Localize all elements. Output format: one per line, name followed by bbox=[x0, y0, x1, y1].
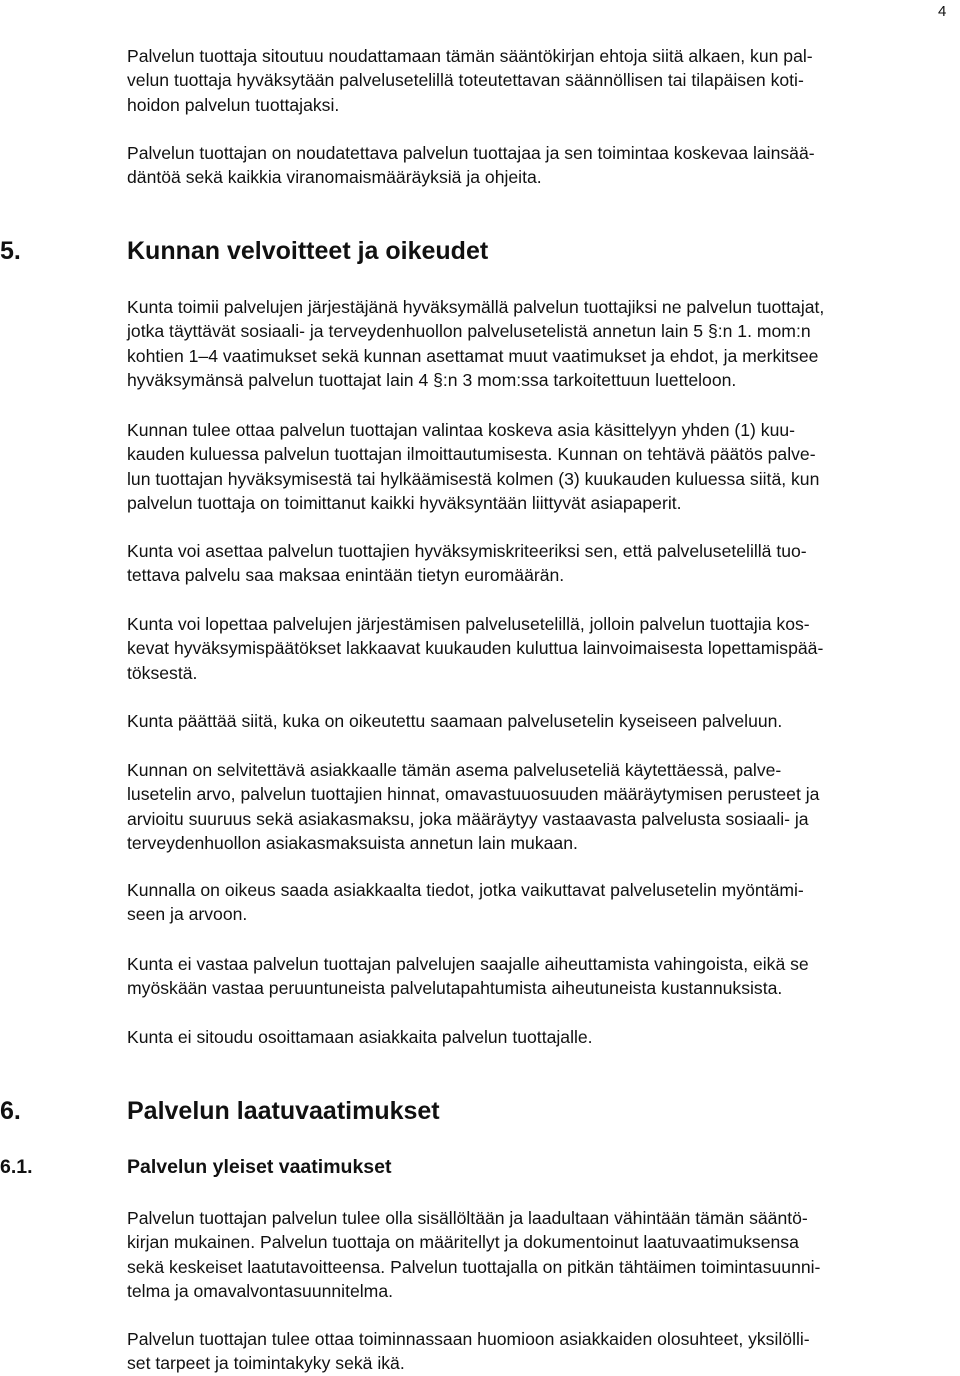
section-5-paragraph-5 bbox=[127, 709, 957, 733]
text-line: myöskään vastaa peruuntuneista palvelutapahtumista aiheutuneista kustannuksista. bbox=[127, 978, 783, 999]
text-line: däntöä sekä kaikkia viranomaismääräyksiä ja ohjeita. bbox=[127, 167, 542, 188]
section-6-1-paragraph-2 bbox=[127, 1327, 957, 1376]
text-line: tettava palvelu saa maksaa enintään tietyn euromäärän. bbox=[127, 565, 565, 586]
text-line: Kunta ei vastaa palvelun tuottajan palvelujen saajalle aiheuttamista vahingoista, eikä se bbox=[127, 954, 809, 974]
text-line: jotka täyttävät sosiaali- ja terveydenhuollon palvelusetelistä annetun lain 5 §:n 1. mom:n bbox=[127, 321, 811, 342]
text-line: hyväksymänsä palvelun tuottajat lain 4 §:n 3 mom:ssa tarkoitettuun luetteloon. bbox=[127, 369, 737, 390]
text-line: seen ja arvoon. bbox=[127, 904, 248, 925]
text-line: velun tuottaja hyväksytään palvelusetelillä toteutettavan säännöllisen tai tilapäisen koti- bbox=[127, 70, 804, 91]
section-number: 6. bbox=[0, 1097, 21, 1125]
section-6-1-paragraph-1 bbox=[127, 1206, 957, 1303]
text-line: kohtien 1–4 vaatimukset sekä kunnan asettamat muut vaatimukset ja ehdot, ja merkitsee bbox=[127, 345, 819, 366]
section-6-heading bbox=[0, 1096, 960, 1128]
text-line: sekä keskeiset laatutavoitteensa. Palvelun tuottajalla on pitkän tähtäimen toimintasuunni- bbox=[127, 1256, 821, 1277]
intro-paragraph-2 bbox=[127, 141, 957, 190]
text-line: lusetelin arvo, palvelun tuottajien hinnat, omavastuuosuuden määräytymisen perusteet ja bbox=[127, 784, 820, 805]
text-line: Palvelun tuottajan tulee ottaa toiminnassaan huomioon asiakkaiden olosuhteet, yksilölli- bbox=[127, 1329, 810, 1349]
section-title: Kunnan velvoitteet ja oikeudet bbox=[127, 237, 489, 265]
text-line: terveydenhuollon asiakasmaksuista annetun lain mukaan. bbox=[127, 832, 578, 853]
text-line: Kunta voi lopettaa palvelujen järjestämisen palvelusetelillä, jolloin palvelun tuottajia kos- bbox=[127, 614, 810, 634]
text-line: set tarpeet ja toimintakyky sekä ikä. bbox=[127, 1353, 405, 1374]
page-number: 4 bbox=[938, 3, 947, 20]
text-line: Kunnan tulee ottaa palvelun tuottajan valintaa koskeva asia käsittelyyn yhden (1) kuu- bbox=[127, 420, 796, 440]
text-line: telma ja omavalvontasuunnitelma. bbox=[127, 1280, 394, 1301]
section-5-paragraph-8 bbox=[127, 952, 957, 1001]
text-line: Palvelun tuottaja sitoutuu noudattamaan tämän sääntökirjan ehtoja siitä alkaen, kun pal- bbox=[127, 46, 813, 66]
section-5-paragraph-1 bbox=[127, 295, 957, 392]
section-6-1-heading bbox=[0, 1155, 960, 1181]
text-line: kirjan mukainen. Palvelun tuottaja on määritellyt ja dokumentoinut laatuvaatimuksensa bbox=[127, 1232, 799, 1253]
text-line: Kunta ei sitoudu osoittamaan asiakkaita palvelun tuottajalle. bbox=[127, 1027, 593, 1047]
text-line: Kunta päättää siitä, kuka on oikeutettu saamaan palvelusetelin kyseiseen palveluun. bbox=[127, 711, 783, 731]
text-line: hoidon palvelun tuottajaksi. bbox=[127, 94, 340, 115]
section-5-paragraph-4 bbox=[127, 612, 957, 685]
text-line: Palvelun tuottajan on noudatettava palvelun tuottajaa ja sen toimintaa koskevaa lainsää- bbox=[127, 143, 815, 163]
section-number: 6.1. bbox=[0, 1156, 33, 1178]
text-line: Kunnalla on oikeus saada asiakkaalta tiedot, jotka vaikuttavat palvelusetelin myöntämi- bbox=[127, 880, 804, 900]
text-line: palvelun tuottaja on toimittanut kaikki hyväksyntään liittyvät asiapaperit. bbox=[127, 492, 682, 513]
text-line: arvioitu suuruus sekä asiakasmaksu, joka määräytyy vastaavasta palvelusta sosiaali- ja bbox=[127, 808, 809, 829]
section-5-paragraph-6 bbox=[127, 758, 957, 855]
section-5-paragraph-2 bbox=[127, 418, 957, 515]
text-line: Palvelun tuottajan palvelun tulee olla sisällöltään ja laadultaan vähintään tämän sääntö- bbox=[127, 1208, 808, 1228]
section-5-paragraph-7 bbox=[127, 878, 957, 927]
section-5-heading bbox=[0, 236, 960, 268]
section-number: 5. bbox=[0, 237, 21, 265]
section-title: Palvelun laatuvaatimukset bbox=[127, 1097, 440, 1125]
section-5-paragraph-9 bbox=[127, 1025, 957, 1049]
text-line: Kunnan on selvitettävä asiakkaalle tämän asema palveluseteliä käytettäessä, palve- bbox=[127, 760, 782, 780]
text-line: lun tuottajan hyväksymisestä tai hylkäämisestä kolmen (3) kuukauden kuluessa siitä, kun bbox=[127, 468, 820, 489]
text-line: Kunta toimii palvelujen järjestäjänä hyväksymällä palvelun tuottajiksi ne palvelun tuottajat, bbox=[127, 297, 825, 317]
text-line: Kunta voi asettaa palvelun tuottajien hyväksymiskriteeriksi sen, että palvelusetelillä tuo- bbox=[127, 541, 807, 561]
text-line: töksestä. bbox=[127, 662, 198, 683]
section-title: Palvelun yleiset vaatimukset bbox=[127, 1156, 392, 1178]
intro-paragraph-1 bbox=[127, 44, 957, 117]
text-line: kauden kuluessa palvelun tuottajan ilmoittautumisesta. Kunnan on tehtävä päätös palve- bbox=[127, 444, 816, 465]
section-5-paragraph-3 bbox=[127, 539, 957, 588]
text-line: kevat hyväksymispäätökset lakkaavat kuukauden kuluttua lainvoimaisesta lopettamispää- bbox=[127, 638, 824, 659]
